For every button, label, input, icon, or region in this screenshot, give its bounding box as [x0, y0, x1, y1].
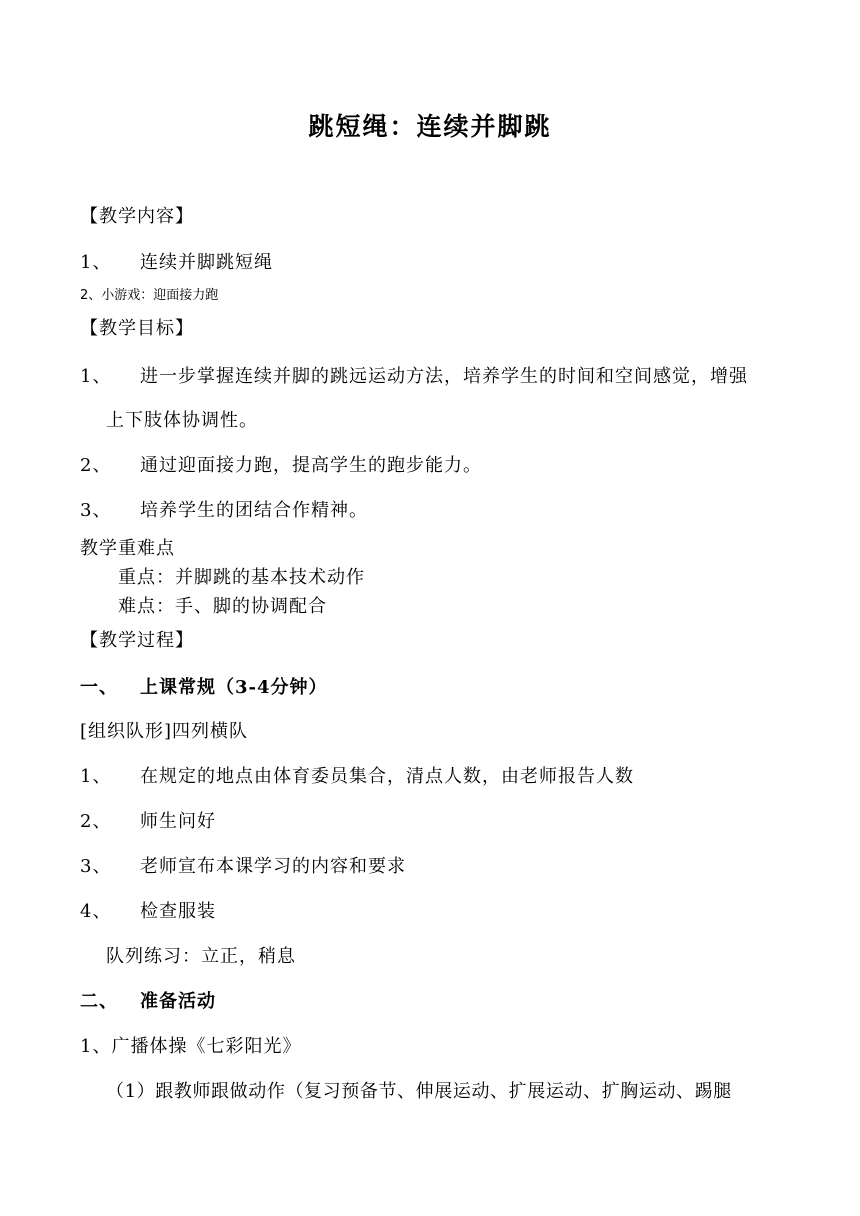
item-text: 检查服装 — [140, 901, 216, 922]
drill-text: 队列练习：立正，稍息 — [106, 946, 296, 967]
key-point: 重点：并脚跳的基本技术动作 — [118, 567, 365, 588]
key-point: 难点：手、脚的协调配合 — [118, 596, 327, 617]
list-item: 2、小游戏：迎面接力跑 — [80, 288, 219, 303]
item-text: 培养学生的团结合作精神。 — [140, 500, 368, 521]
formation-text: [组织队形]四列横队 — [80, 721, 249, 742]
section-number: 二、 — [80, 991, 118, 1012]
item-number: 1、 — [80, 252, 112, 273]
section-title: 上课常规（3-4分钟） — [140, 677, 328, 698]
list-item: 1、广播体操《七彩阳光》 — [80, 1036, 302, 1057]
content-heading: 【教学内容】 — [80, 206, 194, 227]
item-text: 在规定的地点由体育委员集合，清点人数，由老师报告人数 — [140, 766, 634, 787]
process-heading: 【教学过程】 — [80, 630, 194, 651]
item-number: 1、 — [80, 366, 112, 387]
list-item — [80, 252, 111, 274]
item-text-continued: 上下肢体协调性。 — [106, 410, 258, 431]
item-text: 连续并脚跳短绳 — [140, 252, 273, 273]
item-text: 老师宣布本课学习的内容和要求 — [140, 856, 406, 877]
item-number: 2、 — [80, 455, 112, 476]
key-heading: 教学重难点 — [80, 538, 175, 559]
item-number: 3、 — [80, 500, 112, 521]
goals-heading: 【教学目标】 — [80, 318, 194, 339]
item-text: 通过迎面接力跑，提高学生的跑步能力。 — [140, 455, 482, 476]
item-text: 师生问好 — [140, 811, 216, 832]
section-number: 一、 — [80, 677, 118, 698]
sub-item-text: （1）跟教师跟做动作（复习预备节、伸展运动、扩展运动、扩胸运动、踢腿 — [106, 1081, 732, 1102]
document-title: 跳短绳：连续并脚跳 — [308, 112, 552, 141]
item-number: 4、 — [80, 901, 112, 922]
item-number: 1、 — [80, 766, 112, 787]
item-text: 进一步掌握连续并脚的跳远运动方法，培养学生的时间和空间感觉，增强 — [140, 366, 748, 387]
item-number: 2、 — [80, 811, 112, 832]
section-title: 准备活动 — [140, 991, 216, 1012]
item-number: 3、 — [80, 856, 112, 877]
